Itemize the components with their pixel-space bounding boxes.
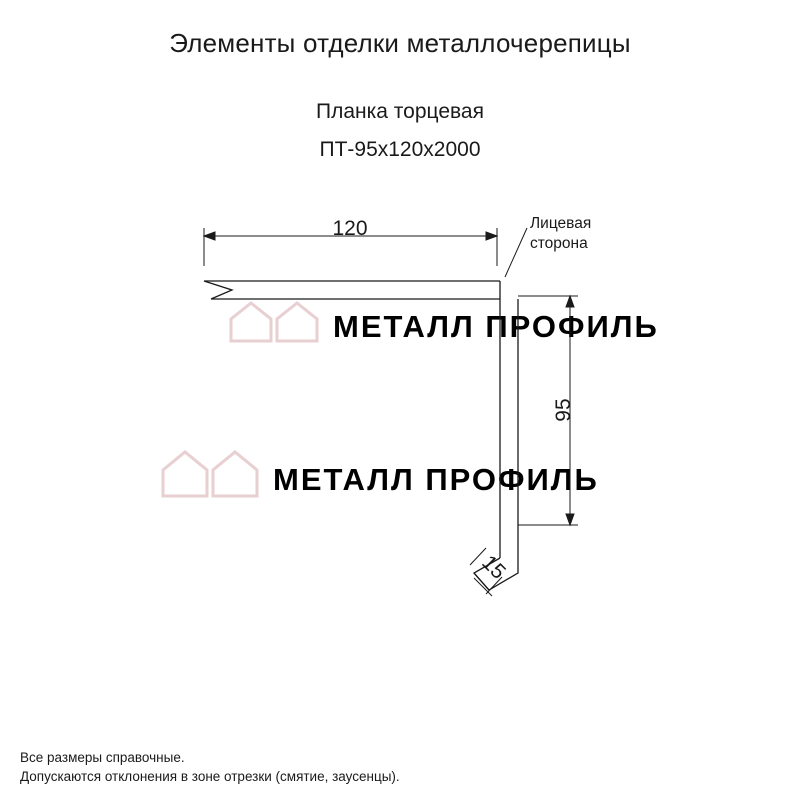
profile-outline — [204, 281, 518, 590]
watermark-text: МЕТАЛЛ ПРОФИЛЬ — [333, 309, 659, 344]
watermark-text: МЕТАЛЛ ПРОФИЛЬ — [273, 462, 599, 497]
page-title: Элементы отделки металлочерепицы — [169, 28, 631, 58]
dimension-15-label: 15 — [477, 551, 510, 584]
face-side-annotation — [505, 215, 591, 277]
face-side-label-line2: сторона — [530, 235, 588, 252]
dimension-120-label: 120 — [332, 217, 368, 240]
dimension-120 — [204, 217, 497, 266]
product-name: Планка торцевая — [316, 100, 484, 123]
dimension-95 — [518, 296, 578, 525]
footer-notes — [20, 748, 400, 786]
footer-note-1: Все размеры справочные. — [20, 750, 185, 765]
dimension-95-label: 95 — [552, 398, 575, 422]
footer-note-2: Допускаются отклонения в зоне отрезки (смятие, заусенцы). — [20, 769, 400, 784]
product-code: ПТ-95х120х2000 — [319, 138, 481, 161]
face-side-label-line1: Лицевая — [530, 215, 592, 232]
